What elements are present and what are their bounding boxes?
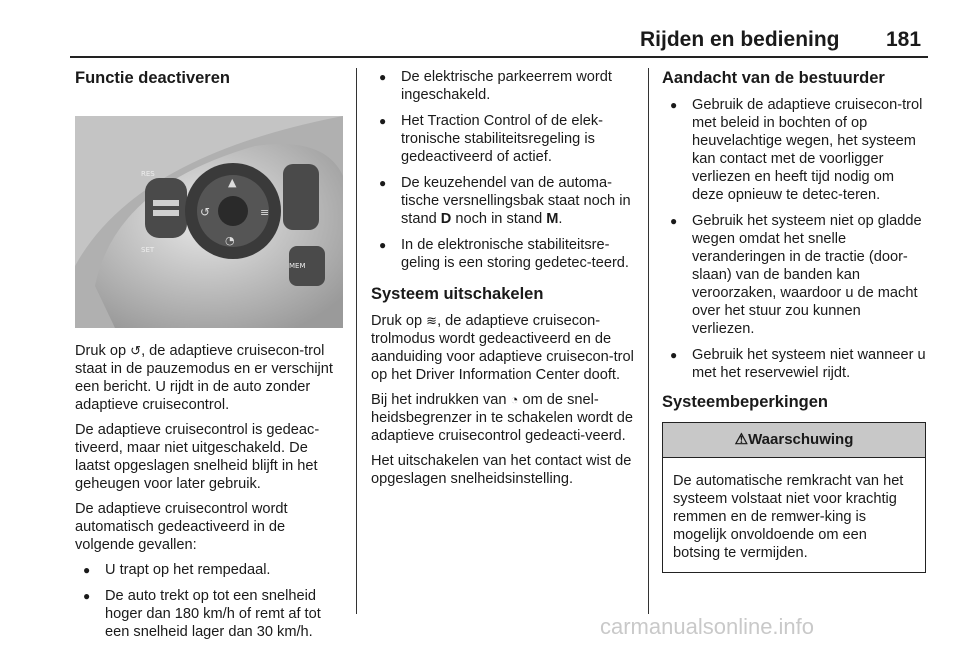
svg-text:RES: RES bbox=[141, 170, 155, 178]
paragraph: De adaptieve cruisecontrol wordt automatisch gedeactiveerd in de volgende gevallen: bbox=[75, 501, 288, 553]
paragraph: De adaptieve cruisecontrol is gedeac-tiveerd, maar niet uitgeschakeld. De laatst opgeslagen snelheid blijft in het geheugen voor later gebruik. bbox=[75, 422, 320, 492]
speed-limiter-icon: ◔ bbox=[510, 392, 519, 407]
list-item: ● De elektrische parkeerrem wordt ingeschakeld. bbox=[371, 68, 635, 104]
header-rule bbox=[70, 56, 928, 58]
section-heading: Systeem uitschakelen bbox=[371, 285, 544, 303]
section-heading: Aandacht van de bestuurder bbox=[662, 69, 885, 87]
warning-icon: ⚠ bbox=[734, 431, 749, 448]
acc-pause-icon: ↺ bbox=[130, 343, 142, 358]
list-item: ● Het Traction Control of de elek-tronische stabiliteitsregeling is gedeactiveerd of actief. bbox=[371, 112, 635, 166]
column-3 bbox=[662, 68, 926, 573]
list-item: ● Gebruik het systeem niet op gladde wegen omdat het snelle veranderingen in de tractie (door-slaan) van de banden kan veroorzaken, waardoor u de macht over het stuur zou kunnen verliezen. bbox=[662, 212, 926, 338]
paragraph: Bij het indrukken van ◔ om de snel-heidsbegrenzer in te schakelen wordt de adaptieve cruisecontrol gedeacti-veerd. bbox=[371, 392, 634, 444]
limiter-icon: ◔ bbox=[225, 234, 235, 247]
res-set-rocker bbox=[145, 178, 187, 238]
bullet-list bbox=[75, 561, 343, 641]
list-item: ● Gebruik de adaptieve cruisecon-trol met beleid in bochten of op heuvelachtige wegen, het systeem kan contact met de voorligger verliezen en heeft tijd nodig om deze opnieuw te detec-teren. bbox=[662, 96, 926, 204]
page-number: 181 bbox=[886, 28, 922, 51]
section-heading: Systeembeperkingen bbox=[662, 393, 828, 411]
bullet-list bbox=[371, 68, 635, 272]
list-item: ● U trapt op het rempedaal. bbox=[75, 561, 343, 579]
list-item: ● Gebruik het systeem niet wanneer u met het reservewiel rijdt. bbox=[662, 346, 926, 382]
paragraph: Het uitschakelen van het contact wist de opgeslagen snelheidsinstelling. bbox=[371, 453, 632, 487]
column-2 bbox=[371, 68, 635, 495]
list-item: ● De auto trekt op tot een snelheid hoger dan 180 km/h of remt af tot een snelheid lager dan 30 km/h. bbox=[75, 587, 343, 641]
car-icon: ▲ bbox=[228, 176, 237, 189]
warning-text: De automatische remkracht van het systeem volstaat niet voor krachtig remmen en de remwer-king is mogelijk onvoldoende om een botsing te vermijden. bbox=[673, 473, 904, 561]
acc-icon: ↺ bbox=[200, 205, 211, 219]
svg-text:SET: SET bbox=[141, 246, 155, 254]
bullet-list bbox=[662, 96, 926, 382]
list-item: ● In de elektronische stabiliteitsre-geling is een storing gedetec-teerd. bbox=[371, 236, 635, 272]
paragraph: Druk op ≋, de adaptieve cruisecon-trolmodus wordt gedeactiveerd en de aanduiding voor adaptieve cruisecon-trol op het Driver Information Center dooft. bbox=[371, 313, 634, 383]
mem-button bbox=[283, 164, 319, 230]
warning-header: ⚠Waarschuwing bbox=[663, 423, 925, 458]
acc-on-off-icon: ≋ bbox=[426, 313, 438, 328]
column-1 bbox=[75, 68, 343, 649]
list-item: ● De keuzehendel van de automa-tische versnellingsbak staat noch in stand D noch in stand M. bbox=[371, 174, 635, 228]
running-header-title: Rijden en bediening bbox=[640, 28, 840, 51]
paragraph: Druk op ↺, de adaptieve cruisecon-trol staat in de pauzemodus en er verschijnt een bericht. U rijdt in de auto zonder adaptieve cruisecontrol. bbox=[75, 343, 333, 413]
warning-box bbox=[662, 422, 926, 573]
svg-text:MEM: MEM bbox=[289, 262, 306, 270]
column-divider bbox=[648, 68, 649, 614]
center-button bbox=[218, 196, 248, 226]
section-heading: Functie deactiveren bbox=[75, 69, 230, 87]
column-divider bbox=[356, 68, 357, 614]
gap-icon: ≡ bbox=[260, 206, 270, 219]
watermark: carmanualsonline.info bbox=[600, 614, 815, 639]
steering-wheel-controls-photo bbox=[75, 116, 343, 328]
